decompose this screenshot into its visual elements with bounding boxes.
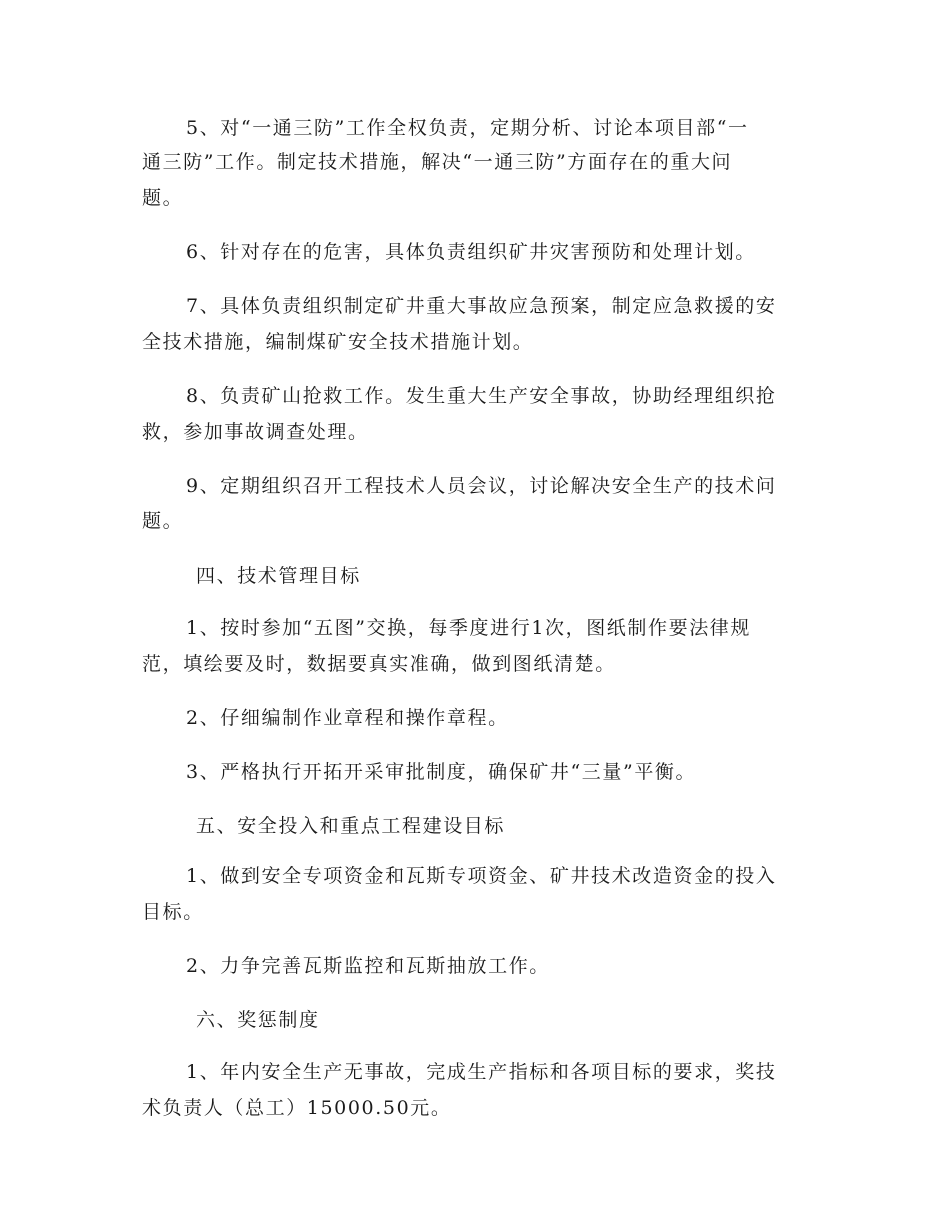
- reward-item-1-line-1: 1、年内安全生产无事故，完成生产指标和各项目标的要求，奖技: [186, 1061, 777, 1083]
- tech-item-1-line-2: 范，填绘要及时，数据要真实准确，做到图纸清楚。: [142, 653, 616, 675]
- section-heading-technical-management: 四、技术管理目标: [196, 565, 361, 587]
- paragraph-9-line-1: 9、定期组织召开工程技术人员会议，讨论解决安全生产的技术问: [186, 475, 777, 497]
- paragraph-5-line-3: 题。: [142, 187, 184, 209]
- investment-item-1-line-2: 目标。: [142, 901, 204, 923]
- paragraph-5-line-1: 5、对“一通三防”工作全权负责，定期分析、讨论本项目部“一: [186, 117, 749, 139]
- paragraph-7-line-2: 全技术措施，编制煤矿安全技术措施计划。: [142, 331, 534, 353]
- tech-item-3: 3、严格执行开拓开采审批制度，确保矿井“三量”平衡。: [186, 761, 697, 783]
- reward-item-1-line-2: 术负责人（总工）15000.50元。: [142, 1097, 452, 1119]
- paragraph-7-line-1: 7、具体负责组织制定矿井重大事故应急预案，制定应急救援的安: [186, 295, 777, 317]
- investment-item-1-line-1: 1、做到安全专项资金和瓦斯专项资金、矿井技术改造资金的投入: [186, 865, 777, 887]
- paragraph-8-line-2: 救，参加事故调查处理。: [142, 421, 369, 443]
- paragraph-8-line-1: 8、负责矿山抢救工作。发生重大生产安全事故，协助经理组织抢: [186, 385, 777, 407]
- tech-item-2: 2、仔细编制作业章程和操作章程。: [186, 707, 509, 729]
- paragraph-9-line-2: 题。: [142, 510, 184, 532]
- investment-item-2: 2、力争完善瓦斯监控和瓦斯抽放工作。: [186, 955, 550, 977]
- paragraph-6-line-1: 6、针对存在的危害，具体负责组织矿井灾害预防和处理计划。: [186, 241, 756, 263]
- tech-item-1-line-1: 1、按时参加“五图”交换，每季度进行1次，图纸制作要法律规: [186, 617, 752, 639]
- paragraph-5-line-2: 通三防”工作。制定技术措施，解决“一通三防”方面存在的重大问: [142, 151, 733, 173]
- section-heading-safety-investment: 五、安全投入和重点工程建设目标: [196, 815, 506, 837]
- section-heading-rewards-penalties: 六、奖惩制度: [196, 1009, 320, 1031]
